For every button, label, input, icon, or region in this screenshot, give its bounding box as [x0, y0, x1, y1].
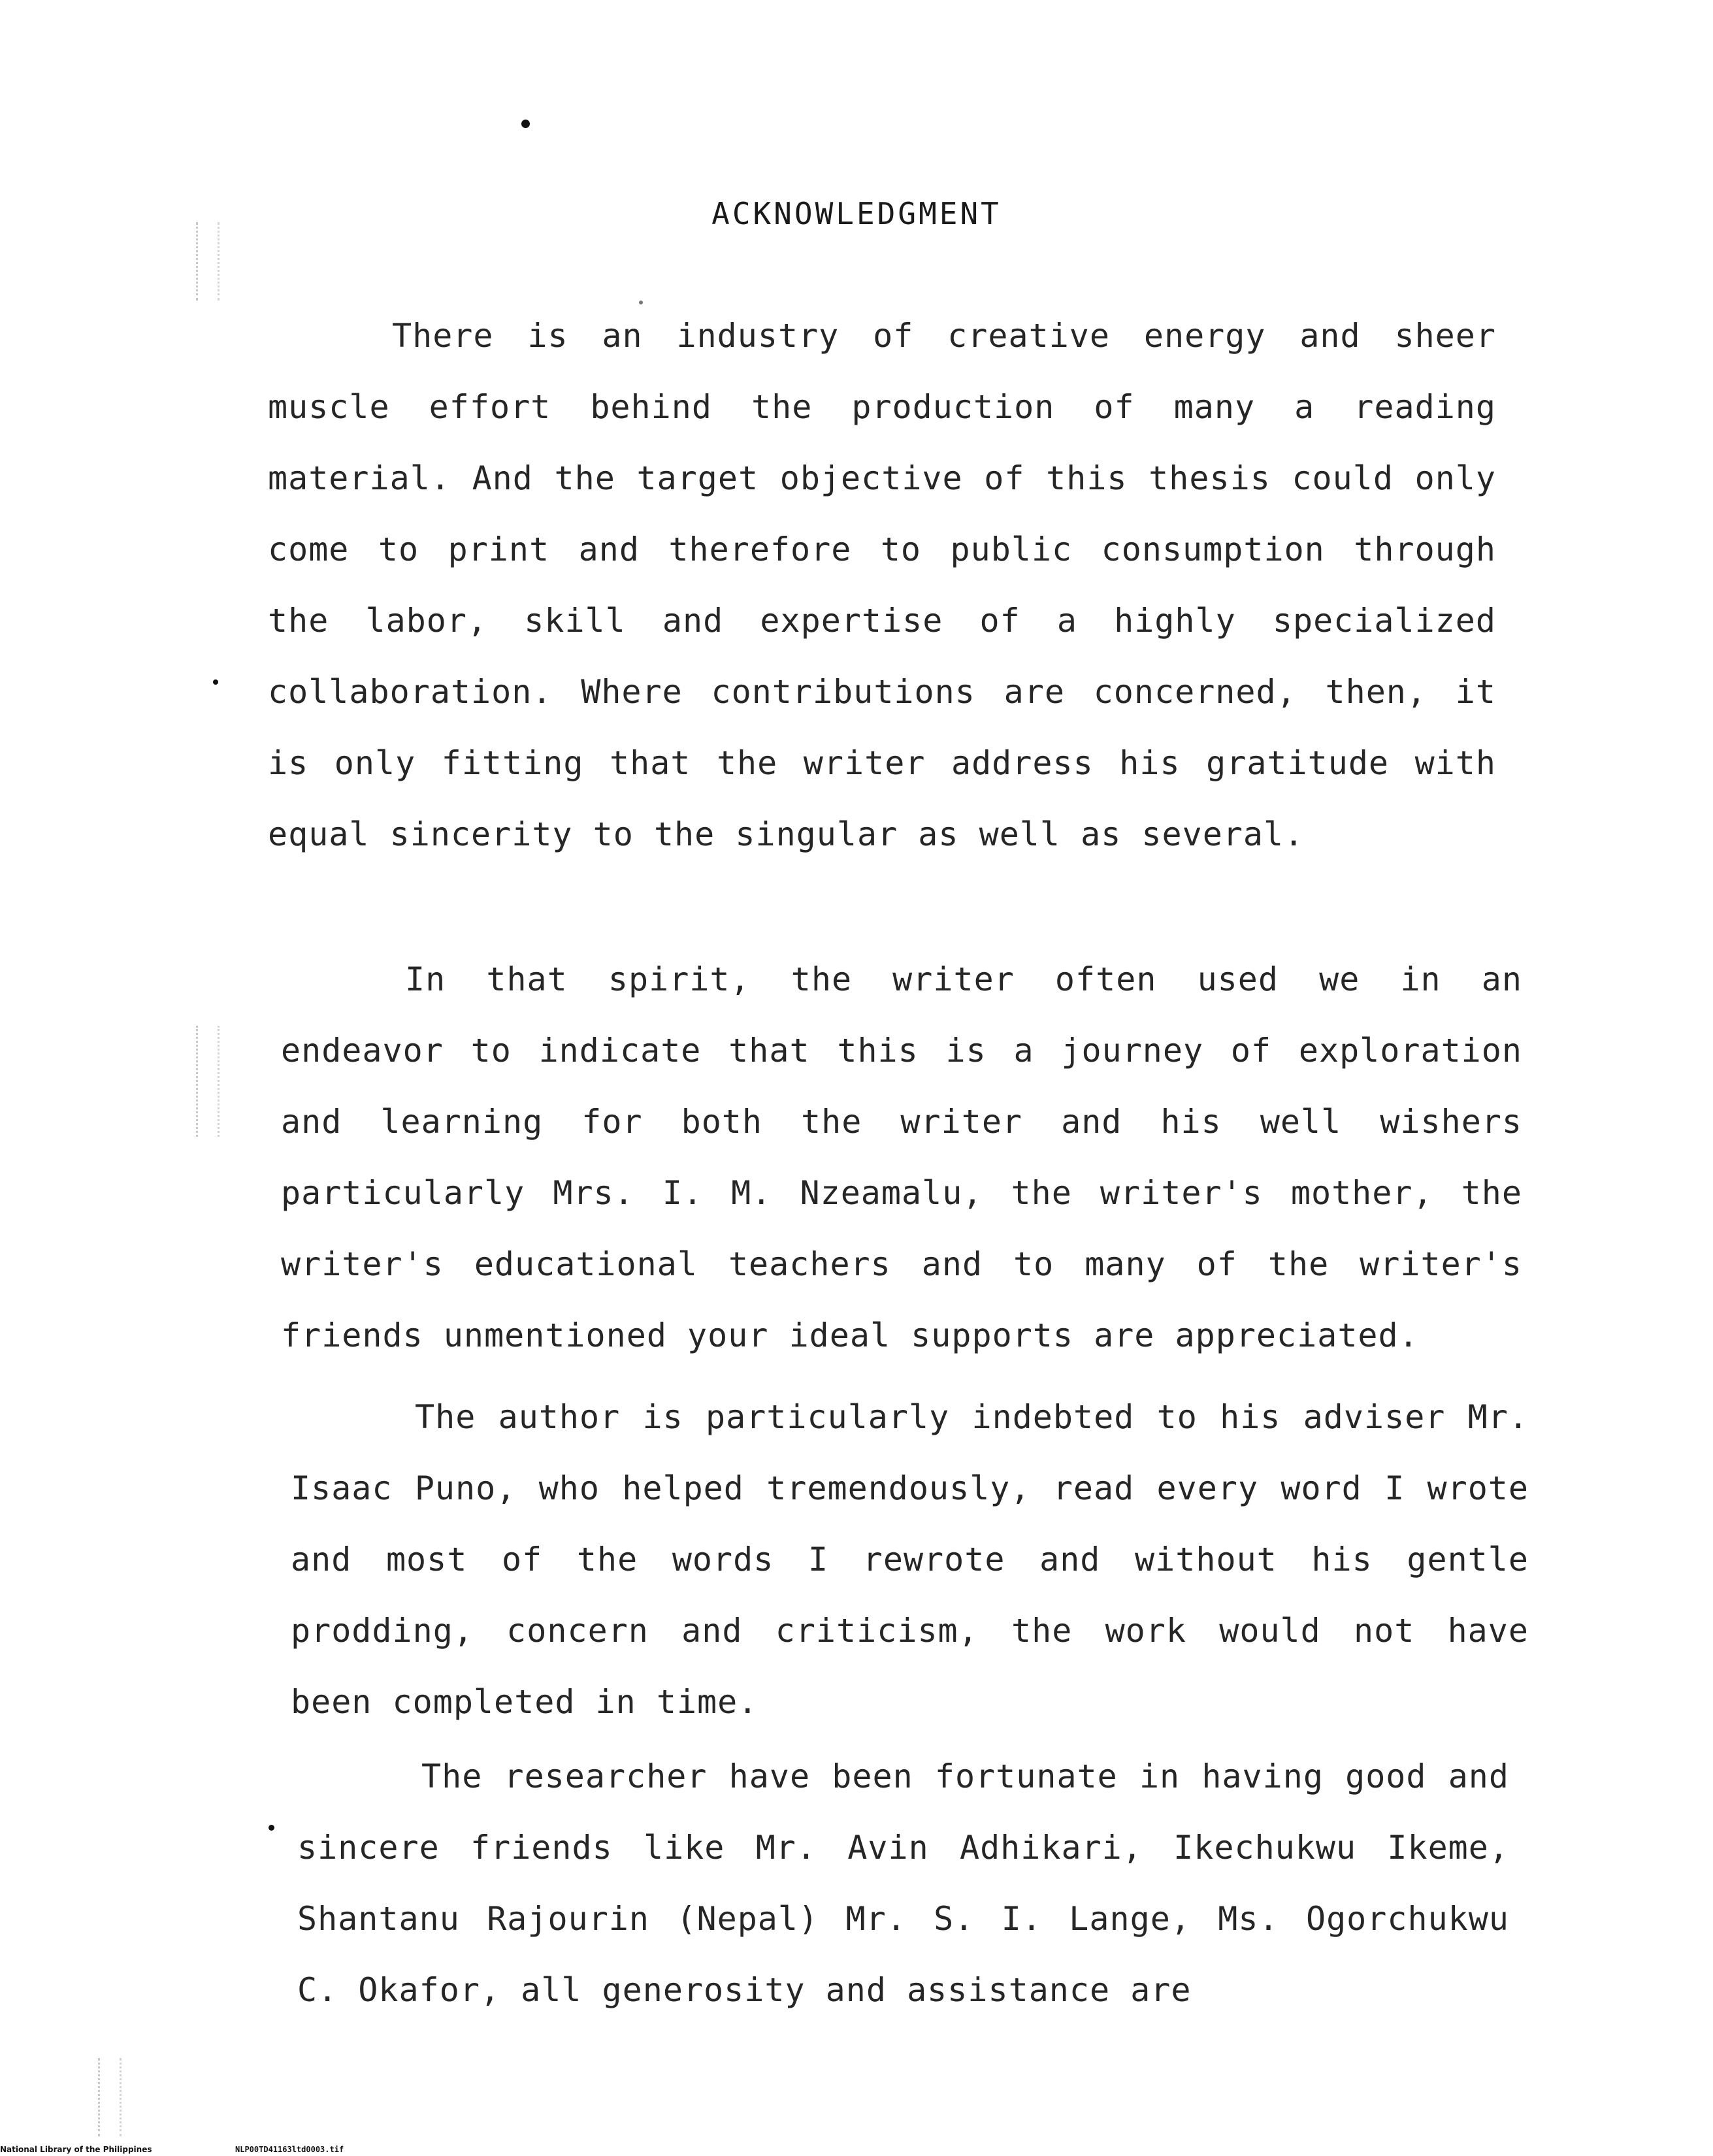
scan-speck — [213, 679, 218, 685]
scan-speck — [521, 120, 530, 128]
paragraph: The researcher have been fortunate in having good and sincere friends like Mr. Avin Adhikari, Ikechukwu Ikeme, Shantanu Rajourin (Nepal) Mr. S. I. Lange, Ms. Ogorchukwu C. Okafor, all generosity and assistance are — [297, 1757, 1509, 2009]
paragraph: The author is particularly indebted to his adviser Mr. Isaac Puno, who helped tremendously, read every word I wrote and most of the words I rewrote and without his gentle prodding, concern and criticism, the work would not have been completed in time. — [291, 1398, 1529, 1721]
scan-margin-artifact — [98, 2058, 122, 2136]
scan-margin-artifact — [196, 1026, 220, 1137]
paragraph: In that spirit, the writer often used we in an endeavor to indicate that this is a journey of exploration and learning for both the writer and his well wishers particularly Mrs. I. M. Nzeamalu, the writer's mother, the writer's educational teachers and to many of the writer's friends unmentioned your ideal supports are appreciated. — [281, 960, 1522, 1354]
paragraph: There is an industry of creative energy and sheer muscle effort behind the production of many a reading material. And the target objective of this thesis could only come to print and therefore to public consumption through the labor, skill and expertise of a highly specialized collaboration. Where contributions are concerned, then, it is only fitting that the writer address his gratitude with equal sincerity to the singular as well as several. — [268, 317, 1496, 853]
scan-margin-artifact — [196, 222, 220, 301]
footer-file-name: NLP00TD41163ltd0003.tif — [235, 2145, 344, 2154]
footer-library-name: National Library of the Philippines — [0, 2145, 152, 2154]
scan-speck — [269, 1825, 274, 1831]
page-title: ACKNOWLEDGMENT — [711, 196, 1002, 231]
